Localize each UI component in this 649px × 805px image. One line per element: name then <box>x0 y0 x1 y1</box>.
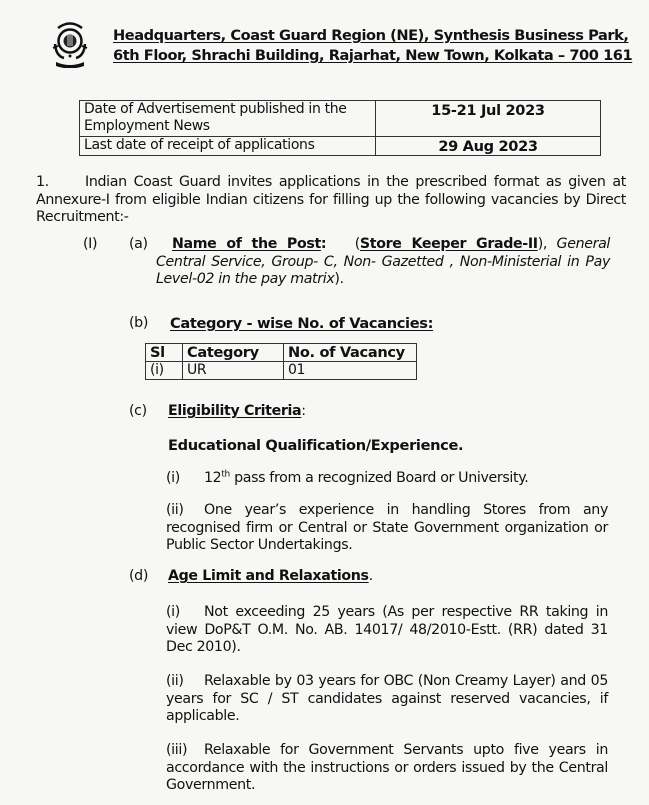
advertisement-dates-table <box>79 100 601 156</box>
item-superscript: th <box>221 469 230 480</box>
post-trailing: ). <box>334 271 344 287</box>
header-address-line-1: Headquarters, Coast Guard Region (NE), Synthesis Business Park, <box>113 27 629 44</box>
item-text: One year’s experience in handling Stores from any recognised firm or Central or State Government organization or Public Sector Undertakings. <box>166 502 608 553</box>
age-limit-trailing: . <box>368 568 373 584</box>
intro-text: Indian Coast Guard invites applications in the prescribed format as given at Annexure-I from eligible Indian citizens for filling up the following vacancies by Direct Recruitment:- <box>36 174 626 225</box>
item-text: Not exceeding 25 years (As per respective RR taking in view DoP&T O.M. No. AB. 14017/ 48/2010-Estt. (RR) dated 31 Dec 2010). <box>166 604 608 655</box>
paragraph-number: 1. <box>36 174 49 190</box>
eligibility-heading-line <box>168 403 306 419</box>
cell-sl: (i) <box>146 362 183 380</box>
eligibility-colon: : <box>301 403 306 419</box>
vacancies-heading: Category - wise No. of Vacancies: <box>170 315 434 332</box>
post-name-block <box>129 236 610 289</box>
header-address-line-2: 6th Floor, Shrachi Building, Rajarhat, New Town, Kolkata – 700 161 <box>113 47 633 64</box>
age-limit-heading: Age Limit and Relaxations <box>168 568 369 584</box>
eligibility-item-2 <box>166 502 608 555</box>
post-label: (a) <box>129 236 148 252</box>
age-limit-label: (d) <box>129 568 149 584</box>
cell-category: UR <box>183 362 284 380</box>
intro-paragraph <box>36 174 626 227</box>
table-row <box>80 137 601 156</box>
age-item-1 <box>166 604 608 657</box>
last-date-label: Last date of receipt of applications <box>80 137 376 156</box>
advertisement-date-value: 15-21 Jul 2023 <box>376 101 601 137</box>
cell-vacancy: 01 <box>284 362 417 380</box>
column-header-vacancy: No. of Vacancy <box>284 344 417 362</box>
item-label: (ii) <box>166 673 184 689</box>
post-close-paren: ), <box>537 236 548 252</box>
last-date-value: 29 Aug 2023 <box>376 137 601 156</box>
section-roman-number: (I) <box>83 236 98 252</box>
eligibility-heading: Eligibility Criteria <box>168 403 302 419</box>
item-label: (i) <box>166 470 180 486</box>
post-colon: : <box>320 236 327 252</box>
age-item-3 <box>166 742 608 795</box>
item-text: pass from a recognized Board or University. <box>229 470 529 486</box>
item-label: (i) <box>166 604 180 620</box>
vacancies-label: (b) <box>129 315 149 331</box>
coast-guard-emblem-icon <box>52 20 88 68</box>
eligibility-label: (c) <box>129 403 147 419</box>
table-header-row <box>146 344 417 362</box>
column-header-category: Category <box>183 344 284 362</box>
post-heading: Name of the Post <box>172 236 321 252</box>
item-number: 12 <box>204 470 222 486</box>
vacancy-table <box>145 343 417 380</box>
post-open-paren: ( <box>354 236 360 252</box>
age-item-2 <box>166 673 608 726</box>
column-header-sl: Sl <box>146 344 183 362</box>
post-name: Store Keeper Grade-II <box>359 236 538 252</box>
table-row <box>80 101 601 137</box>
item-text: Relaxable by 03 years for OBC (Non Creamy Layer) and 05 years for SC / ST candidates against reserved vacancies, if applicable. <box>166 673 608 724</box>
table-row <box>146 362 417 380</box>
item-label: (iii) <box>166 742 188 758</box>
age-limit-heading-line <box>168 568 373 584</box>
post-description: General Central Service, Group- C, Non- Gazetted , Non-Ministerial in Pay Level-02 in the pay matrix <box>156 236 611 287</box>
eligibility-item-1 <box>166 470 608 488</box>
education-subheading: Educational Qualification/Experience. <box>168 437 464 454</box>
advertisement-date-label: Date of Advertisement published in the Employment News <box>80 101 376 137</box>
item-label: (ii) <box>166 502 184 518</box>
item-text: Relaxable for Government Servants upto five years in accordance with the instructions or orders issued by the Central Government. <box>166 742 608 793</box>
